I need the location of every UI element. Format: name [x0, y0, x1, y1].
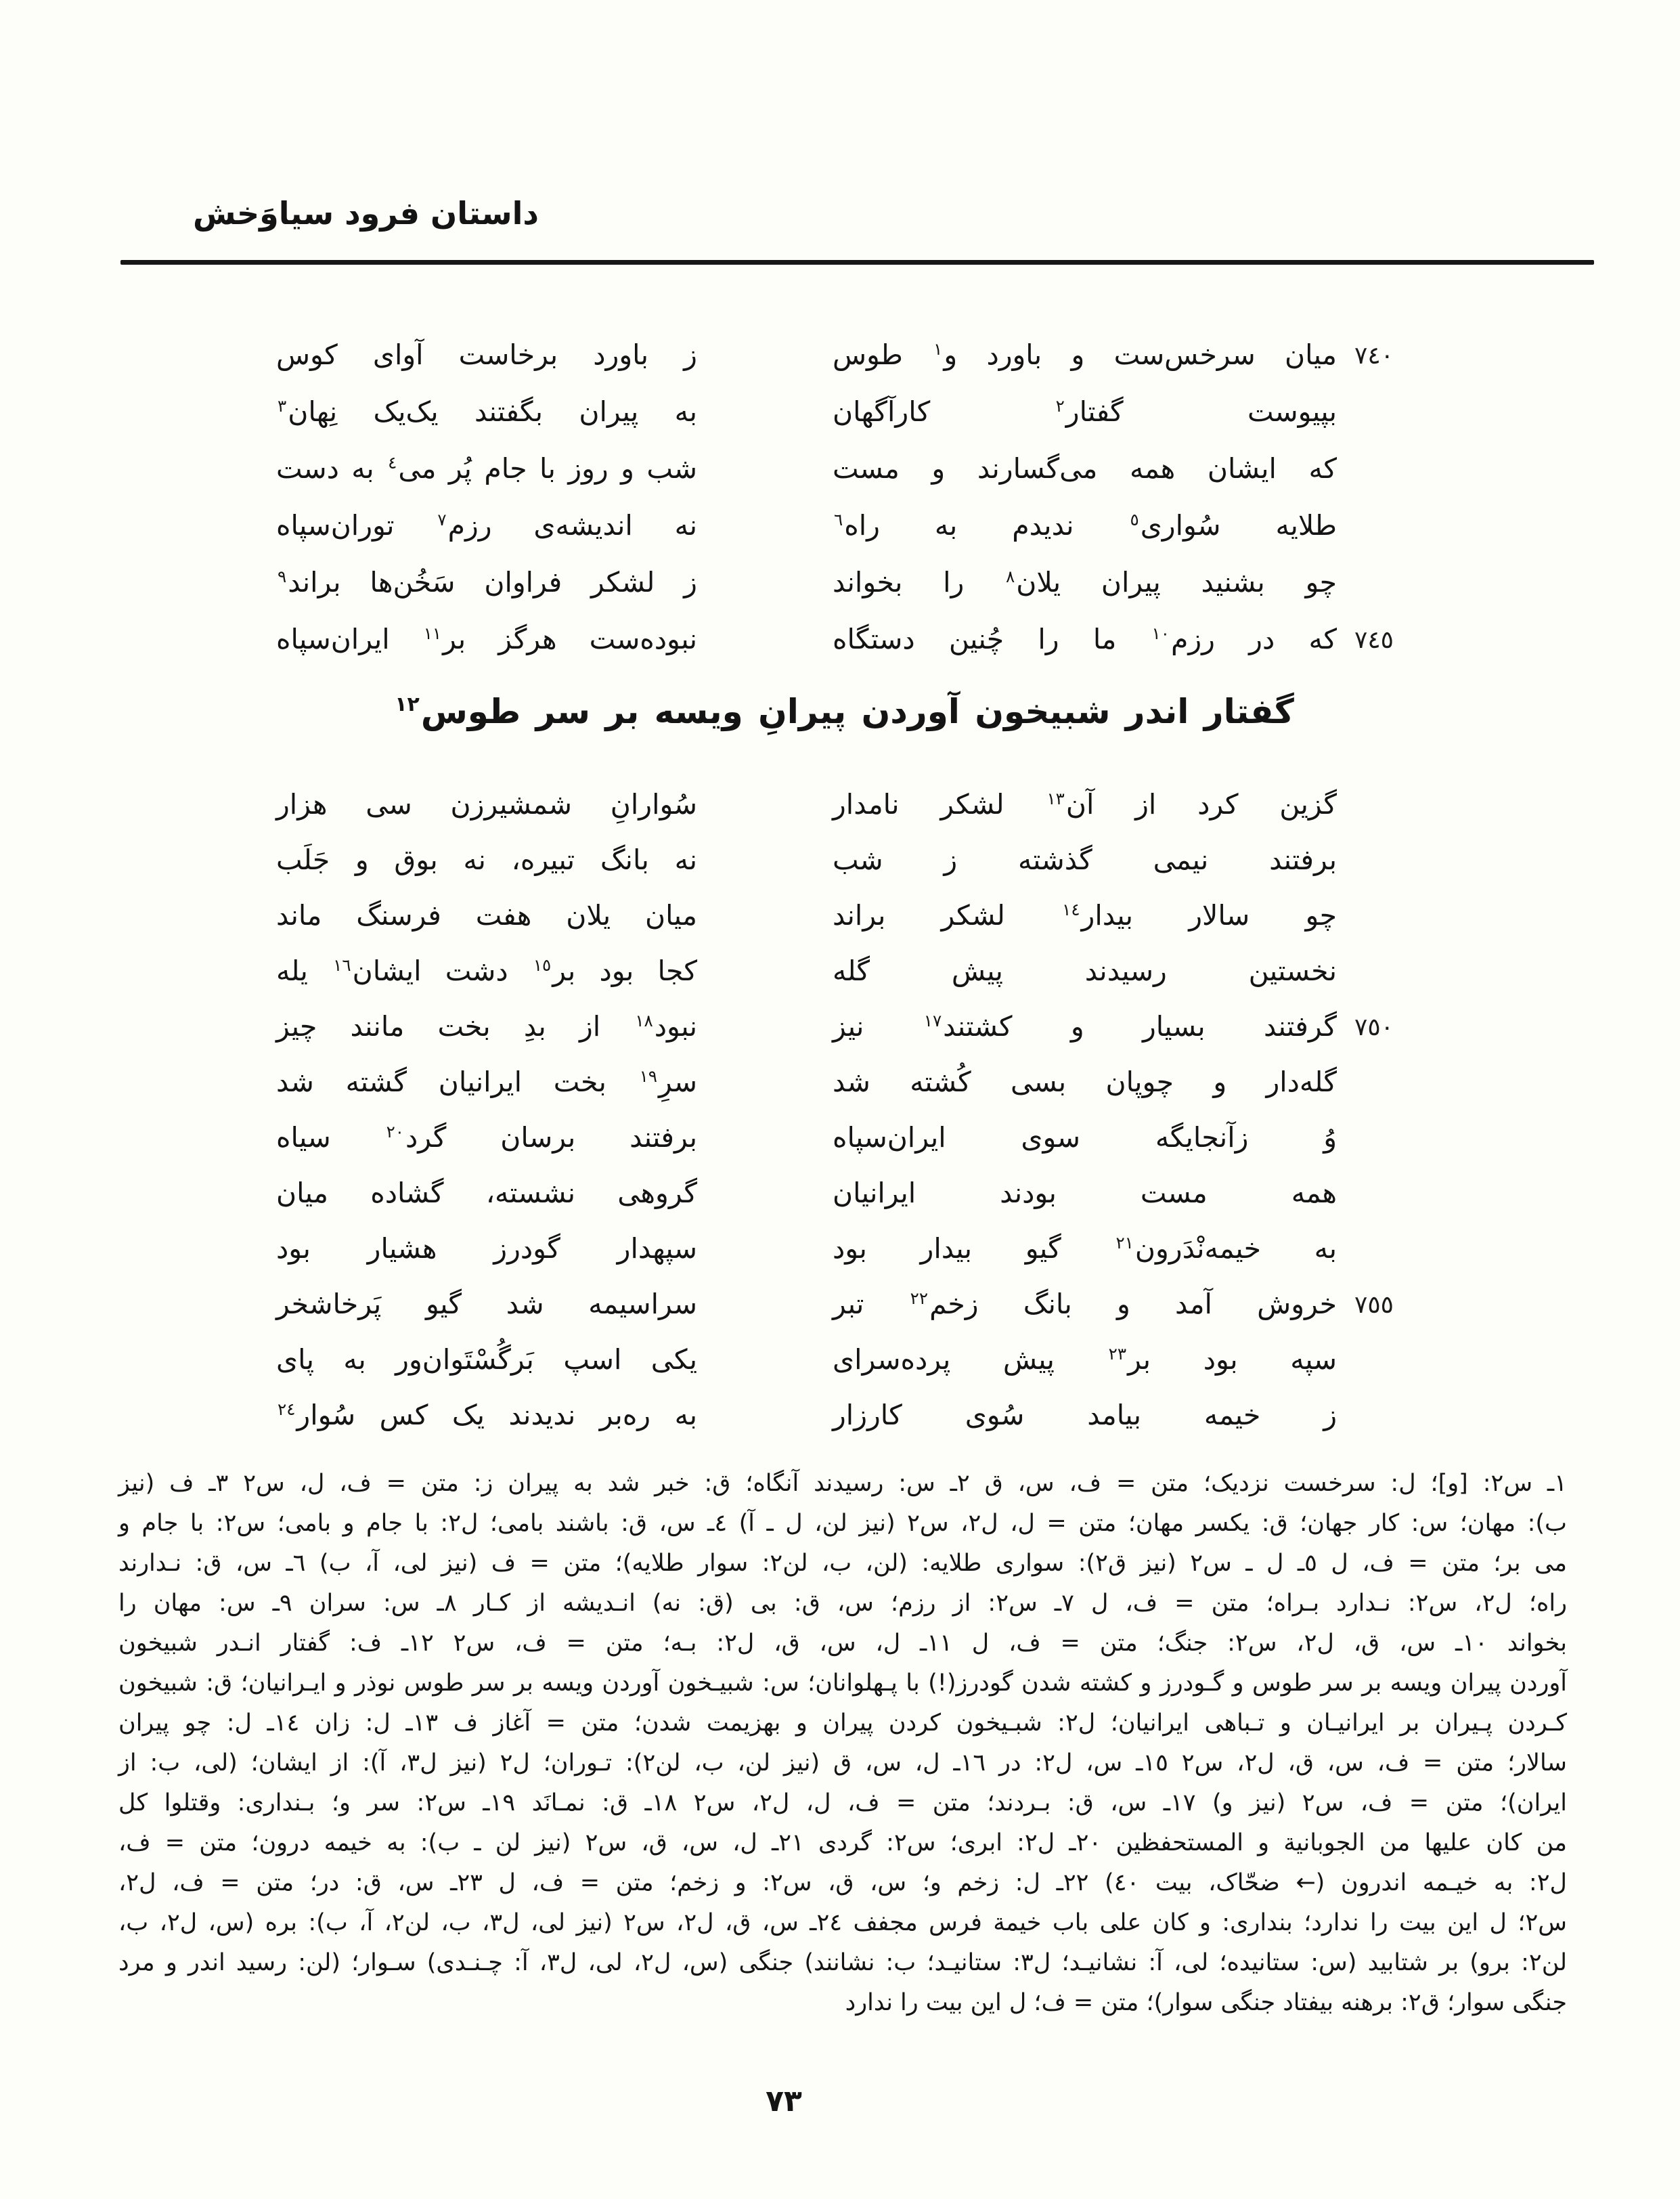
verse-number: ٧٥٠ [1354, 1013, 1394, 1041]
footnote-line: بخواند ١٠ـ س، ق، ل٢، س٢: جنگ؛ متن = ف، ل ١١ـ ل، س، ق، ل٢: بـه؛ متن = ف، س٢ ١٢ـ ف: گفتار انـدر شبیخون [118, 1630, 1567, 1657]
hemistich-left: سراسیمه شد گیو پَرخاشخر [276, 1288, 697, 1321]
hemistich-right: طلایه سُواری$^٥$ ندیدم به راه$^٦$ [834, 509, 1337, 542]
verse-row [276, 1055, 1411, 1110]
footnote-line: سالار؛ متن = ف، س، ق، ل٢، س٢ ١٥ـ س، ل٢: در ١٦ـ ل، س، ق (نیز لن، ب، لن٢): تـوران؛ ل٢ (نیز ل٣، آ): از ایشان؛ (لی، ب: از [118, 1749, 1567, 1777]
verse-row [276, 1388, 1411, 1443]
verse-row [276, 1332, 1411, 1388]
footnote-line: ب): مهان؛ س: کار جهان؛ ق: یکسر مهان؛ متن = ل، ل٢، س٢ (نیز لن، ل ـ آ) ٤ـ س، ق: باشند بامی؛ ل٢: با جام و بامی؛ س٢: با جام و [118, 1510, 1567, 1537]
footnote-line: ل٢: به خیـمه اندرون (← ضحّاک، بیت ٤٠) ٢٢ـ ل: زخم و؛ س، ق، س٢: و زخم؛ متن = ف، ل ٢٣ـ س، ق: در؛ متن = ف، ل٢، [118, 1869, 1567, 1896]
hemistich-right: گرفتند بسیار و کشتند$^{١٧}$ نیز [833, 1010, 1337, 1043]
verse-row [276, 944, 1411, 999]
verse-number: ٧٤٠ [1354, 341, 1394, 370]
critical-apparatus [118, 1464, 1567, 2023]
hemistich-right: چو بشنید پیران یلان$^٨$ را بخواند [833, 566, 1338, 599]
hemistich-right: که ایشان همه می‌گسارند و مست [833, 452, 1337, 485]
verse-row [276, 1277, 1411, 1332]
verse-row [276, 999, 1411, 1055]
footnote-line: س٢؛ ل این بیت را ندارد؛ بنداری: و کان علی باب خیمة فرس مجفف ٢٤ـ س، ق، ل٢، س٢ (نیز لی، ل٣، ب، لن٢، آ، ب): بره (س، ل٢، ب، [118, 1909, 1568, 1936]
verse-row [276, 888, 1411, 944]
footnote-line: ایران)؛ متن = ف، س٢ (نیز و) ١٧ـ س، ق: بـردند؛ متن = ف، ل، ل٢، س٢ ١٨ـ ق: نمـانَد ١٩ـ س٢: سر و؛ بـنداری: وقتلوا کل [118, 1789, 1567, 1816]
verse-number: ٧٤٥ [1354, 626, 1394, 654]
hemistich-right: همه مست بودند ایرانیان [833, 1177, 1337, 1210]
hemistich-right: میان سرخس‌ست و باورد و$^١$ طوس [833, 339, 1337, 372]
footnote-line: راه؛ ل٢، س٢: نـدارد بـراه؛ متن = ف، ل ٧ـ س٢: از رزم؛ س، ق: بی (ق: نه) انـدیشه از کـار ٨ـ س: سران ٩ـ س: مهان را [118, 1590, 1567, 1617]
footnote-line: می بر؛ متن = ف، ل ٥ـ ل ـ س٢ (نیز ق٢): سواری طلایه: (لن، ب، لن٢: سوار طلایه)؛ متن = ف (نیز لی، آ، ب) ٦ـ س، ق: نـدارند [118, 1550, 1567, 1577]
hemistich-right: نخستین رسیدند پیش گله [833, 955, 1337, 988]
hemistich-left: به ره‌بر ندیدند یک کس سُوار$^{٢٤}$ [278, 1399, 697, 1432]
hemistich-right: وُ زآنجایگه سوی ایران‌سپاه [833, 1121, 1337, 1154]
hemistich-right: برفتند نیمی گذشته ز شب [833, 844, 1337, 877]
header-rule [120, 260, 1594, 265]
footnote-line: ١ـ س٢: [و]؛ ل: سرخست نزدیک؛ متن = ف، س، ق ٢ـ س: رسیدند آنگاه؛ ق: خبر شد به پیران ز: متن = ف، ل، س٢ ٣ـ ف (نیز [118, 1470, 1567, 1497]
hemistich-left: برفتند برسان گرد$^{٢٠}$ سیاه [276, 1121, 697, 1154]
hemistich-left: به پیران بگفتند یک‌یک نِهان$^٣$ [278, 395, 697, 429]
verse-row [276, 1110, 1411, 1166]
page-number: ٧٣ [766, 2084, 802, 2118]
hemistich-left: نه اندیشه‌ی رزم$^٧$ توران‌سپاه [276, 509, 698, 542]
hemistich-right: بپیوست گفتار$^٢$ کارآگهان [833, 395, 1337, 429]
verse-row [276, 554, 1411, 611]
hemistich-left: سُوارانِ شمشیرزن سی هزار [276, 788, 697, 821]
hemistich-left: سپهدار گودرز هشیار بود [276, 1232, 697, 1265]
verse-row [276, 384, 1411, 441]
verse-row [276, 498, 1411, 554]
hemistich-left: ز باورد برخاست آوای کوس [276, 339, 697, 372]
verse-row [276, 1221, 1411, 1277]
hemistich-left: گروهی نشسته، گشاده میان [276, 1177, 697, 1210]
hemistich-left: میان یلان هفت فرسنگ ماند [276, 899, 697, 932]
footnote-line: کـردن پـیران بر ایرانیـان و تـباهی ایرانیان؛ ل٢: شبـیخون کردن پیران و بهزیمت شدن؛ متن = آغاز ف ١٣ـ ل: زان ١٤ـ ل: چو پیران [118, 1710, 1567, 1737]
verse-block-1 [276, 327, 1411, 668]
hemistich-left: ز لشکر فراوان سَخُن‌ها براند$^٩$ [278, 566, 697, 599]
verse-number: ٧٥٥ [1354, 1290, 1394, 1319]
verse-block-2 [276, 777, 1411, 1443]
hemistich-left: سرِ$^{١٩}$ بخت ایرانیان گشته شد [276, 1066, 697, 1099]
hemistich-right: چو سالار بیدار$^{١٤}$ لشکر براند [833, 899, 1337, 932]
verse-row [276, 327, 1411, 384]
verse-row [276, 777, 1411, 833]
verse-row [276, 611, 1411, 668]
hemistich-right: به خیمه‌نْدَرون$^{٢١}$ گیو بیدار بود [833, 1232, 1338, 1265]
verse-row [276, 1166, 1411, 1221]
hemistich-right: خروش آمد و بانگ زخم$^{٢٢}$ تبر [833, 1288, 1337, 1321]
hemistich-left: نبوده‌ست هرگز بر$^{١١}$ ایران‌سپاه [276, 623, 697, 656]
verse-row [276, 833, 1411, 888]
hemistich-left: نه بانگ تبیره، نه بوق و جَلَب [276, 844, 697, 877]
hemistich-left: نبود$^{١٨}$ از بدِ بخت مانند چیز [276, 1010, 697, 1043]
hemistich-right: که در رزم$^{١٠}$ ما را چُنین دستگاه [833, 623, 1337, 656]
section-heading: گفتار اندر شبیخون آوردن پیرانِ ویسه بر سر طوس$^{١٢}$ [395, 692, 1294, 731]
hemistich-right: سپه بود بر$^{٢٣}$ پیش پرده‌سرای [833, 1343, 1337, 1376]
footnote-line: من کان علیها من الجوبانیة و المستحفظین ٢٠ـ ل٢: ابری؛ س٢: گردی ٢١ـ ل، س، ق، س٢ (نیز لن ـ ب): به خیمه درون؛ متن = ف، [118, 1829, 1568, 1856]
hemistich-left: کجا بود بر$^{١٥}$ دشت ایشان$^{١٦}$ یله [276, 955, 697, 988]
hemistich-right: گزین کرد از آن$^{١٣}$ لشکر نامدار [833, 788, 1337, 821]
footnote-line: جنگی سوار؛ ق٢: برهنه بیفتاد جنگی سوار)؛ متن = ف؛ ل این بیت را ندارد [845, 1989, 1567, 2016]
footnote-line: لن٢: برو) بر شتابید (س: ستانیده؛ لی، آ: نشانیـد؛ ل٣: ستانیـد؛ ب: نشانند) جنگی (س، ل٢، لی، ل٣، آ: چـنـدی) سـوار؛ (لن: رسید اندر و مرد [118, 1949, 1567, 1976]
hemistich-right: ز خیمه بیامد سُوی کارزار [833, 1399, 1337, 1432]
hemistich-left: شب و روز با جام پُر می$^٤$ به دست [276, 452, 697, 485]
hemistich-left: یکی اسپ بَرگُسْتَوان‌ور به پای [276, 1343, 697, 1376]
footnote-line: آوردن پیران ویسه بر سر طوس و گـودرز و کشته شدن گودرز(!) با پـهلوانان؛ س: شبیـخون آوردن ویسه بر سر طوس نوذر و ایـرانیان؛ ق: شبیخون [118, 1670, 1567, 1697]
running-header-title: داستان فرود سیاوَخش [193, 195, 539, 232]
hemistich-right: گله‌دار و چوپان بسی کُشته شد [833, 1066, 1337, 1099]
verse-row [276, 441, 1411, 498]
